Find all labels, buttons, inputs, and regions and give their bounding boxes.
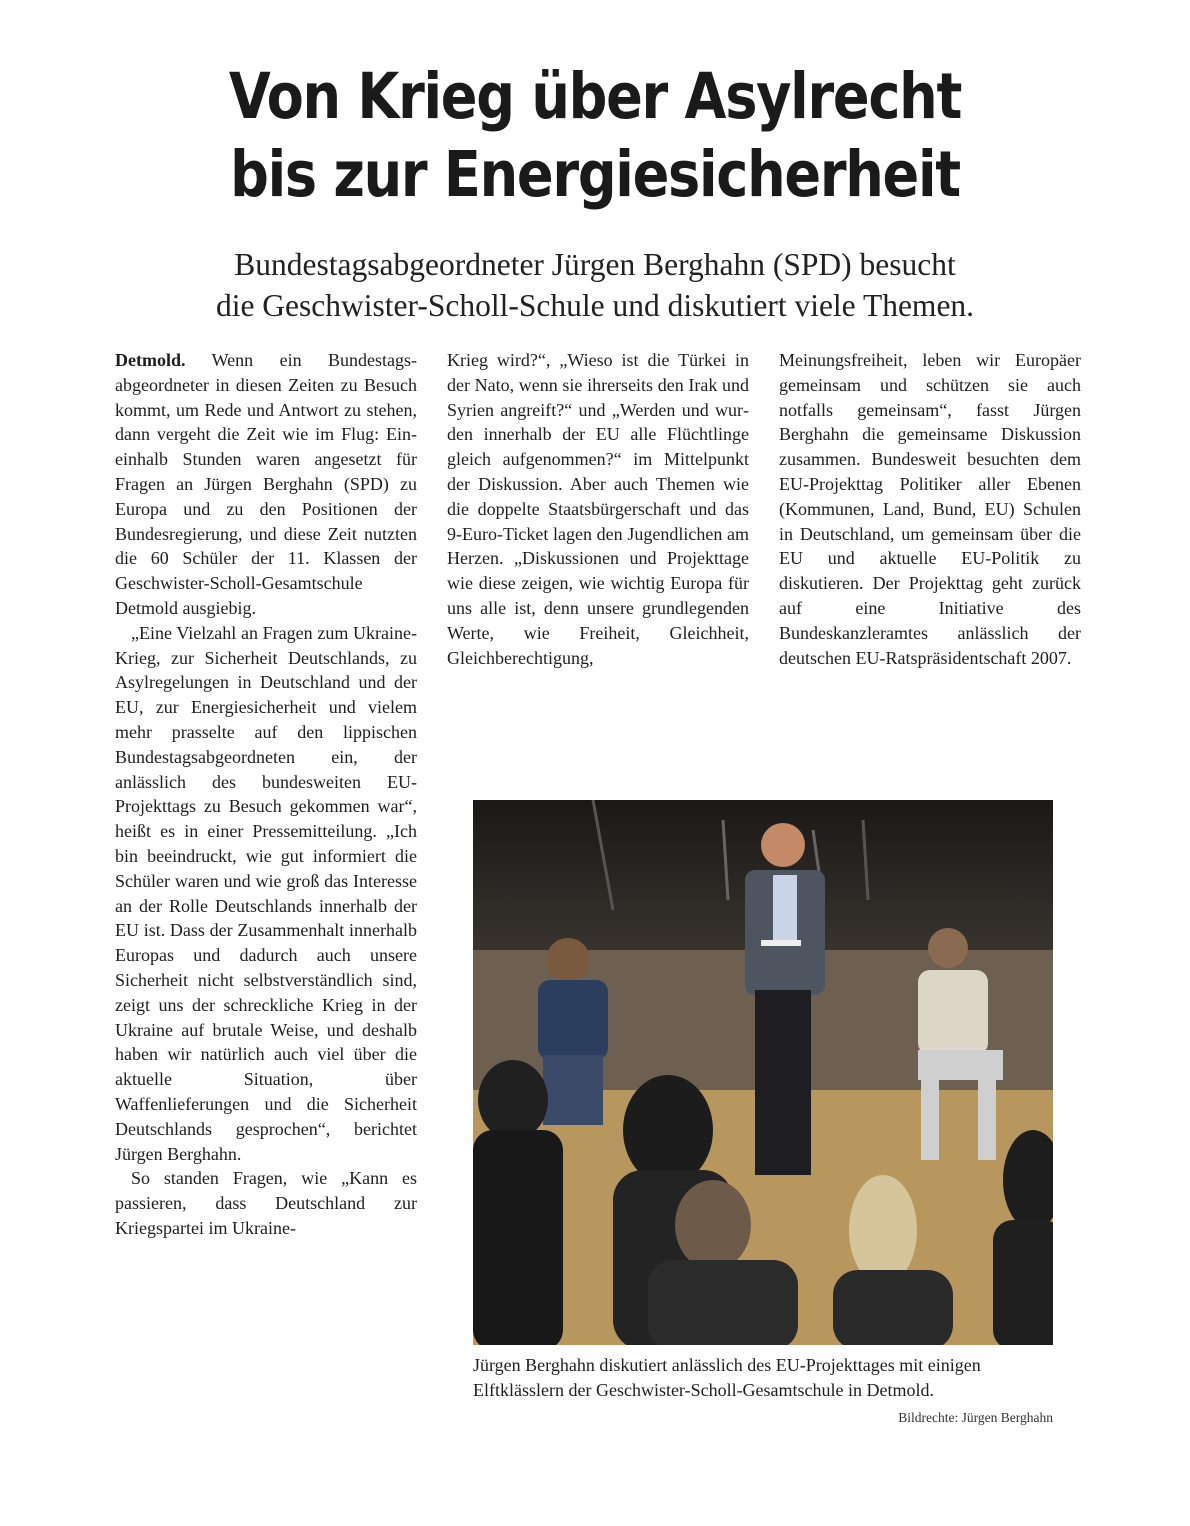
headline: [83, 58, 1106, 214]
subheadline-line-2: die Geschwister-Scholl-Schule und diskutiert viele Themen.: [215, 288, 975, 323]
paragraph-1: [115, 348, 417, 621]
photo-credit: Bildrechte: Jürgen Berghahn: [898, 1410, 1053, 1425]
article-column-1: [115, 348, 417, 1241]
article-column-3: [779, 348, 1081, 670]
paragraph-1-text: Wenn ein Bundestagsabgeordneter in diesen Zeiten zu Besuch kommt, um Rede und Antwort zu stehen, dann vergeht die Zeit wie im Flug: Eineinhalb Stunden waren angesetzt für Fragen an Jürgen Berghahn (SPD) zu Europa und zu den Positionen der Bundesregierung, und diese Zeit nutzten die 60 Schüler der 11. Klassen der Geschwister-Scholl-Gesamtschule Detmold ausgiebig.: [115, 350, 417, 618]
dateline: Detmold.: [115, 350, 186, 370]
subheadline-line-1: Bundestagsabgeordneter Jürgen Berghahn (SPD) besucht: [234, 247, 956, 282]
paragraph-3-part-b: Krieg wird?“, „Wieso ist die Türkei in der Nato, wenn sie ihrerseits den Irak und Syrien angreift?“ und „Werden und wurden innerhalb der EU alle Flüchtlinge gleich aufgenommen?“ im Mittelpunkt der Diskussion. Aber auch Themen wie die doppelte Staatsbürgerschaft und das 9-Euro-Ticket lagen den Jugendlichen am Herzen. „Diskussionen und Projekttage wie diese zeigen, wie wichtig Europa für uns alle ist, denn unsere grundlegenden Werte, wie Freiheit, Gleichheit, Gleichberechtigung,: [447, 350, 749, 668]
paragraph-3-part-a: So standen Fragen, wie „Kann es passieren, dass Deutschland zur Kriegspartei im Ukraine-: [115, 1168, 417, 1238]
photo-illustration: [473, 800, 1053, 1345]
headline-line-2: bis zur Energiesicherheit: [230, 138, 960, 211]
article-column-2: [447, 348, 749, 670]
photo-caption: Jürgen Berghahn diskutiert anlässlich des EU-Projekttages mit einigen Elftklässlern der Geschwister-Scholl-Gesamtschule in Detmold.: [473, 1355, 981, 1400]
paragraph-2: „Eine Vielzahl an Fragen zum Ukraine-Krieg, zur Sicherheit Deutschlands, zu Asylregelungen in Deutschland und der EU, zur Energiesicherheit und vielem mehr prasselte auf den lippischen Bundestagsabgeordneten ein, der anlässlich des bundesweiten EU-Projekttags zu Besuch gekommen war“, heißt es in einer Pressemitteilung. „Ich bin beeindruckt, wie gut informiert die Schüler waren und wie groß das Interesse an der Rolle Deutschlands innerhalb der EU ist. Dass der Zusammenhalt innerhalb Europas und dadurch auch unsere Sicherheit nicht selbstverständlich sind, zeigt uns der schreckliche Krieg in der Ukraine auf brutale Weise, und deshalb haben wir natürlich auch viel über die aktuelle Situation, über Waffenlieferungen und die Sicherheit Deutschlands gesprochen“, berichtet Jürgen Berghahn.: [115, 622, 417, 1164]
article-photo: [473, 800, 1053, 1345]
subheadline: [0, 244, 1190, 326]
paragraph-3-part-c: Meinungsfreiheit, leben wir Europäer gemeinsam und schützen sie auch notfalls gemeinsam“, fasst Jürgen Berghahn die gemeinsame Diskussion zusammen. Bundesweit besuchten dem EU-Projekttag Politiker aller Ebenen (Kommunen, Land, Bund, EU) Schulen in Deutschland, um gemeinsam über die EU und aktuelle EU-Politik zu diskutieren. Der Projekttag geht zurück auf eine Initiative des Bundeskanzleramtes anlässlich der deutschen EU-Ratspräsidentschaft 2007.: [779, 350, 1081, 668]
headline-line-1: Von Krieg über Asylrecht: [228, 60, 962, 133]
